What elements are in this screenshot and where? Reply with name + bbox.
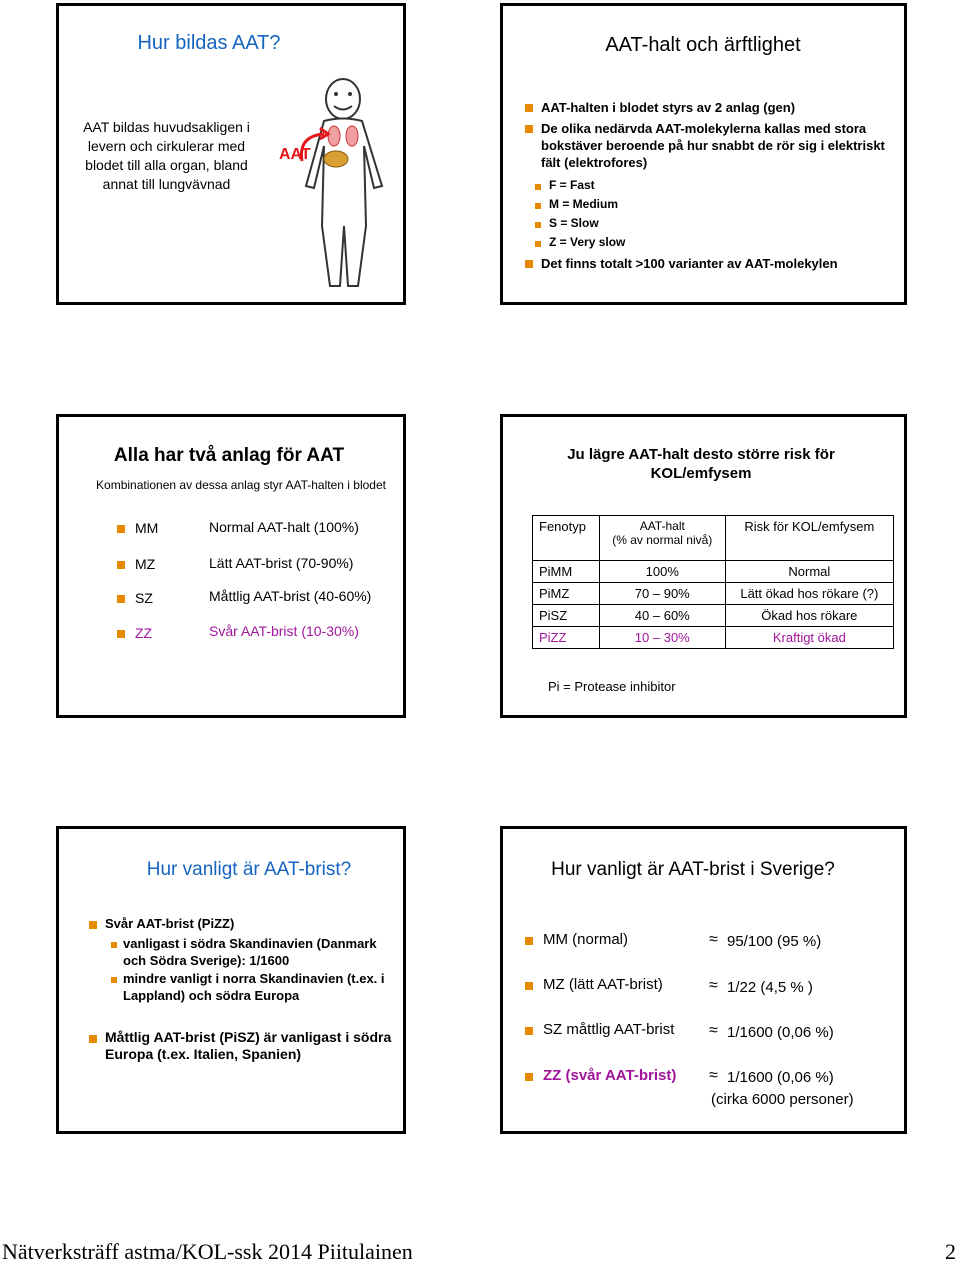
slide-title: Ju lägre AAT-halt desto större risk för KOL/emfysem <box>567 446 835 482</box>
sub-bullet-text: Z = Very slow <box>549 235 626 249</box>
table-row <box>533 627 894 649</box>
frequency-value: 95/100 (95 %) <box>727 933 822 950</box>
genotype-label: MM (normal) <box>543 931 628 948</box>
genotype-label: MZ (lätt AAT-brist) <box>543 976 663 993</box>
bullet-icon <box>535 241 541 247</box>
table-cell: PiMM <box>533 561 600 583</box>
slide-hur-bildas-aat <box>56 3 406 305</box>
bullet-icon <box>525 937 533 945</box>
bullet-icon <box>89 921 97 929</box>
bullet-icon <box>525 104 533 112</box>
approx-icon: ≈ <box>709 1067 718 1084</box>
table-cell: Ökad hos rökare <box>725 605 893 627</box>
bullet-icon <box>111 977 117 983</box>
table-header-cell: AAT-halt (% av normal nivå) <box>599 516 725 561</box>
sub-bullet-text: S = Slow <box>549 216 599 230</box>
bullet-icon <box>117 630 125 638</box>
slide-aat-halt-arftlighet <box>500 3 907 305</box>
table-cell: 70 – 90% <box>599 583 725 605</box>
genotype-code: MZ <box>135 556 156 572</box>
frequency-value: 1/22 (4,5 % ) <box>727 979 813 996</box>
bullet-icon <box>535 184 541 190</box>
sub-bullet-text: F = Fast <box>549 178 595 192</box>
sub-bullet-text: vanligast i södra Skandinavien (Danmark och Södra Sverige): 1/1600 <box>123 936 377 968</box>
page-number: 2 <box>945 1239 956 1264</box>
bullet-text: De olika nedärvda AAT-molekylerna kallas med stora bokstäver beroende på hur snabbt de rör sig i elektriskt fält (elektrofores) <box>541 121 885 170</box>
bullet-text: Det finns totalt >100 varianter av AAT-molekylen <box>541 256 838 271</box>
slide-title: Hur vanligt är AAT-brist? <box>146 859 352 880</box>
bullet-icon <box>117 595 125 603</box>
table-cell: PiZZ <box>533 627 600 649</box>
table-cell: PiMZ <box>533 583 600 605</box>
table-header-cell: Fenotyp <box>533 516 600 561</box>
genotype-desc: Normal AAT-halt (100%) <box>209 519 359 535</box>
slide-risk-kol <box>500 414 907 718</box>
bullet-text: Svår AAT-brist (PiZZ) <box>105 916 235 931</box>
aat-label: AAT <box>279 146 311 163</box>
table-header-row <box>533 516 894 561</box>
slide-title: Alla har två anlag för AAT <box>113 445 345 466</box>
bullet-icon <box>117 525 125 533</box>
approx-icon: ≈ <box>709 931 718 948</box>
table-cell: Lätt ökad hos rökare (?) <box>725 583 893 605</box>
bullet-icon <box>117 561 125 569</box>
bullet-icon <box>535 203 541 209</box>
genotype-code: ZZ <box>135 625 153 641</box>
table-cell: 10 – 30% <box>599 627 725 649</box>
slide-title: Hur vanligt är AAT-brist i Sverige? <box>551 859 835 880</box>
footer-text: Nätverksträff astma/KOL-ssk 2014 Piitulainen <box>2 1239 413 1264</box>
genotype-label: ZZ (svår AAT-brist) <box>543 1067 677 1084</box>
table-cell: 100% <box>599 561 725 583</box>
table-note: Pi = Protease inhibitor <box>548 679 676 694</box>
slide-subtitle: Kombinationen av dessa anlag styr AAT-halten i blodet <box>96 478 386 492</box>
genotype-desc: Svår AAT-brist (10-30%) <box>209 623 359 639</box>
table-cell: 40 – 60% <box>599 605 725 627</box>
table-row <box>533 605 894 627</box>
human-body-illustration <box>284 76 404 301</box>
table-row <box>533 583 894 605</box>
approx-icon: ≈ <box>709 1022 718 1039</box>
frequency-value: 1/1600 (0,06 %) <box>727 1024 834 1041</box>
table-cell: Kraftigt ökad <box>725 627 893 649</box>
frequency-value: 1/1600 (0,06 %) <box>727 1069 834 1086</box>
slide-hur-vanligt <box>56 826 406 1134</box>
bullet-icon <box>89 1035 97 1043</box>
bullet-text: Måttlig AAT-brist (PiSZ) är vanligast i södra Europa (t.ex. Italien, Spanien) <box>105 1029 392 1062</box>
slide-alla-har-tva-anlag <box>56 414 406 718</box>
slide-title: AAT-halt och ärftlighet <box>605 34 801 56</box>
sub-bullet-text: mindre vanligt i norra Skandinavien (t.ex. i Lappland) och södra Europa <box>123 971 385 1003</box>
bullet-icon <box>525 982 533 990</box>
table-row <box>533 561 894 583</box>
bullet-icon <box>525 125 533 133</box>
slide-title: Hur bildas AAT? <box>137 32 281 54</box>
table-header-cell: Risk för KOL/emfysem <box>725 516 893 561</box>
table-cell: Normal <box>725 561 893 583</box>
genotype-desc: Lätt AAT-brist (70-90%) <box>209 555 354 571</box>
bullet-icon <box>535 222 541 228</box>
bullet-icon <box>525 1073 533 1081</box>
frequency-note: (cirka 6000 personer) <box>711 1091 854 1108</box>
slide-hur-vanligt-sverige <box>500 826 907 1134</box>
bullet-icon <box>525 260 533 268</box>
bullet-icon <box>111 942 117 948</box>
genotype-code: MM <box>135 520 159 536</box>
slide-body-text: AAT bildas huvudsakligen i levern och cirkulerar med blodet till alla organ, bland annat till lungvävnad <box>83 119 250 192</box>
bullet-icon <box>525 1027 533 1035</box>
genotype-code: SZ <box>135 590 153 606</box>
table-cell: PiSZ <box>533 605 600 627</box>
genotype-desc: Måttlig AAT-brist (40-60%) <box>209 588 372 604</box>
genotype-label: SZ måttlig AAT-brist <box>543 1021 675 1038</box>
aat-risk-table <box>532 515 894 649</box>
approx-icon: ≈ <box>709 977 718 994</box>
sub-bullet-text: M = Medium <box>549 197 619 211</box>
bullet-text: AAT-halten i blodet styrs av 2 anlag (gen) <box>541 100 796 115</box>
